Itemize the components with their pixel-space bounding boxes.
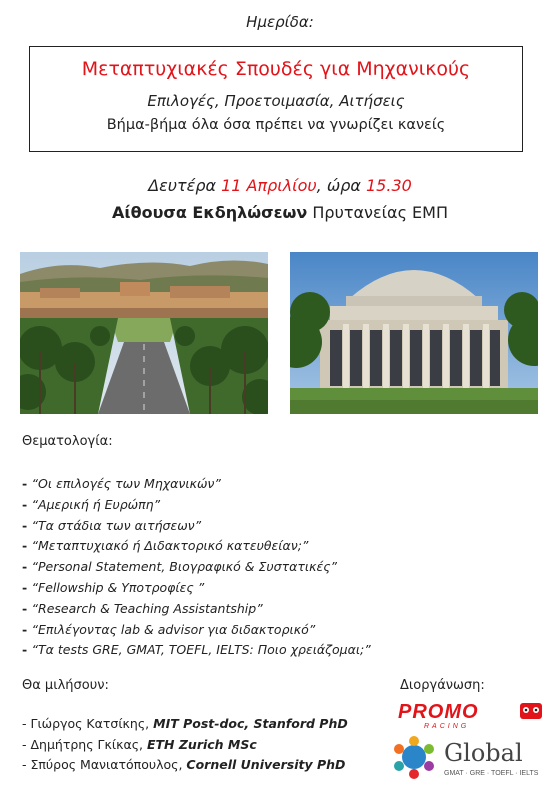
topic-item: - “Research & Teaching Assistantship”	[22, 600, 263, 616]
global-people-icon	[394, 736, 434, 779]
topic-item: - “Τα tests GRE, GMAT, TOEFL, IELTS: Ποιο χρειάζομαι;”	[22, 642, 371, 658]
topic-item: - “Αμερική ή Ευρώπη”	[22, 496, 161, 512]
global-logo	[392, 733, 552, 781]
event-time: 15.30	[366, 176, 412, 195]
speaker-credentials: Cornell University PhD	[186, 757, 346, 772]
topic-item: - “Επιλέγοντας lab & advisor για διδακτορικό”	[22, 621, 316, 637]
campus-photo-right	[290, 252, 538, 414]
speaker-credentials: MIT Post-doc, Stanford PhD	[153, 716, 348, 731]
event-date: 11 Απριλίου	[221, 176, 317, 195]
campus-avenue-image	[20, 252, 268, 414]
promo-logo-text: PROMO	[398, 701, 479, 723]
venue-name: Αίθουσα Εκδηλώσεων	[112, 203, 308, 222]
topic-item: - “Personal Statement, Βιογραφικό & Συστατικές”	[22, 559, 338, 575]
topics-heading: Θεματολογία:	[22, 434, 113, 449]
global-logo-subtext: GMAT · GRE · TOEFL · IELTS	[444, 770, 539, 777]
time-prefix: , ώρα	[316, 176, 366, 195]
date-line	[0, 176, 560, 195]
campus-photo-left	[20, 252, 268, 414]
promo-mascot-icon	[520, 703, 542, 719]
speaker-name: Σπύρος Μανιατόπουλος,	[30, 757, 187, 772]
venue-building: Πρυτανείας ΕΜΠ	[307, 203, 448, 222]
topics-list	[22, 474, 371, 661]
title-box	[29, 46, 523, 152]
speaker-credentials: ETH Zurich MSc	[146, 736, 257, 752]
venue-line	[0, 203, 560, 222]
speaker-name: Δημήτρης Γκίκας,	[30, 736, 147, 752]
topic-item: - “Μεταπτυχιακό ή Διδακτορικό κατευθείαν;”	[22, 538, 309, 554]
topic-item: - “Οι επιλογές των Μηχανικών”	[22, 476, 221, 491]
speakers-list	[22, 714, 348, 776]
speaker-name: Γιώργος Κατσίκης,	[30, 716, 154, 731]
promo-racing-logo	[396, 700, 546, 730]
event-title: Μεταπτυχιακές Σπουδές για Μηχανικούς	[81, 58, 471, 80]
event-subtitle: Βήμα-βήμα όλα όσα πρέπει να γνωρίζει κανείς	[106, 117, 446, 133]
topic-item: - “Fellowship & Υποτροφίες ”	[22, 579, 205, 595]
event-day: Δευτέρα	[148, 176, 222, 195]
dome-building-image	[290, 252, 538, 414]
global-logo-text: Global	[444, 739, 523, 767]
speaker-item: - Σπύρος Μανιατόπουλος, Cornell University PhD	[22, 757, 346, 772]
topic-item: - “Τα στάδια των αιτήσεων”	[22, 517, 202, 533]
speaker-item: - Γιώργος Κατσίκης, MIT Post-doc, Stanford PhD	[22, 716, 348, 731]
speakers-heading: Θα μιλήσουν:	[22, 678, 109, 693]
promo-logo-subtext: RACING	[424, 723, 470, 730]
event-subtitle-italic: Επιλογές, Προετοιμασία, Αιτήσεις	[147, 92, 405, 110]
speaker-item: - Δημήτρης Γκίκας, ETH Zurich MSc	[22, 736, 257, 752]
event-type: Ημερίδα:	[246, 13, 314, 31]
organizer-heading: Διοργάνωση:	[400, 678, 485, 693]
